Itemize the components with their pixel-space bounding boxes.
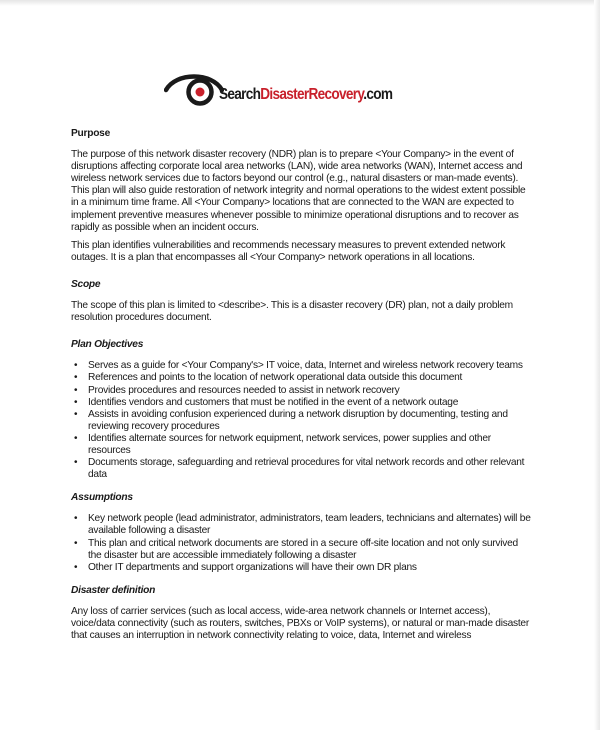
list-item: • Key network people (lead administrator, administrators, team leaders, technicians and alternates) will be available following a disaster <box>88 513 533 537</box>
list-item: • Identifies alternate sources for network equipment, network services, power supplies and other resources <box>88 433 533 457</box>
disaster-definition-paragraph: Any loss of carrier services (such as local access, wide-area network channels or Internet access), voice/data connectivity (such as routers, switches, PBXs or VoIP systems), or natural or man-made disaster that causes an interruption in network connectivity relating to voice, data, Internet and wireless <box>71 605 529 642</box>
heading-scope: Scope <box>71 278 101 290</box>
heading-assumptions: Assumptions <box>71 492 133 504</box>
heading-purpose: Purpose <box>71 128 111 139</box>
list-item: • Assists in avoiding confusion experienced during a network disruption by documenting, testing and reviewing recovery procedures <box>88 409 533 433</box>
purpose-paragraph-2: This plan identifies vulnerabilities and recommends necessary measures to prevent extended network outages. It is a plan that encompasses all <Your Company> network operations in all locations. <box>71 239 506 263</box>
list-item: • Identifies vendors and customers that must be notified in the event of a network outage <box>88 397 533 409</box>
list-item: • Documents storage, safeguarding and retrieval procedures for vital network records and other relevant data <box>88 457 533 481</box>
heading-plan-objectives: Plan Objectives <box>71 339 144 351</box>
page-right-edge <box>594 0 600 730</box>
logo-wordmark: SearchDisasterRecovery.com <box>219 86 393 103</box>
scope-paragraph: The scope of this plan is limited to <describe>. This is a disaster recovery (DR) plan, not a daily problem resolution procedures document. <box>71 300 513 324</box>
list-item: • This plan and critical network documents are stored in a secure off-site location and not only survived the disaster but are accessible immediately following a disaster <box>88 538 533 562</box>
purpose-paragraph-1: The purpose of this network disaster recovery (NDR) plan is to prepare <Your Company> in the event of disruptions affecting corporate local area networks (LAN), wide area networks (WAN), Internet access and wireless network services due to factors beyond our control (e.g., natural disasters or man-made events). This plan will also guide restoration of network integrity and normal operations to the widest extent possible in a minimum time frame. All <Your Company> locations that are connected to the WAN are expected to implement preventive measures whenever possible to minimize operational disruptions and to recover as rapidly as possible when an incident occurs. <box>71 149 526 233</box>
assumptions-list <box>71 513 533 573</box>
site-logo <box>164 68 424 112</box>
list-item: • Other IT departments and support organizations will have their own DR plans <box>88 562 533 574</box>
objectives-list <box>71 360 533 481</box>
list-item: • References and points to the location of network operational data outside this document <box>88 372 533 384</box>
list-item: • Provides procedures and resources needed to assist in network recovery <box>88 385 533 397</box>
list-item: • Serves as a guide for <Your Company's> IT voice, data, Internet and wireless network recovery teams <box>88 360 533 372</box>
document-body <box>71 128 533 648</box>
eye-logo-icon <box>164 68 224 112</box>
heading-disaster-definition: Disaster definition <box>71 584 156 596</box>
page-top-edge <box>0 0 600 6</box>
